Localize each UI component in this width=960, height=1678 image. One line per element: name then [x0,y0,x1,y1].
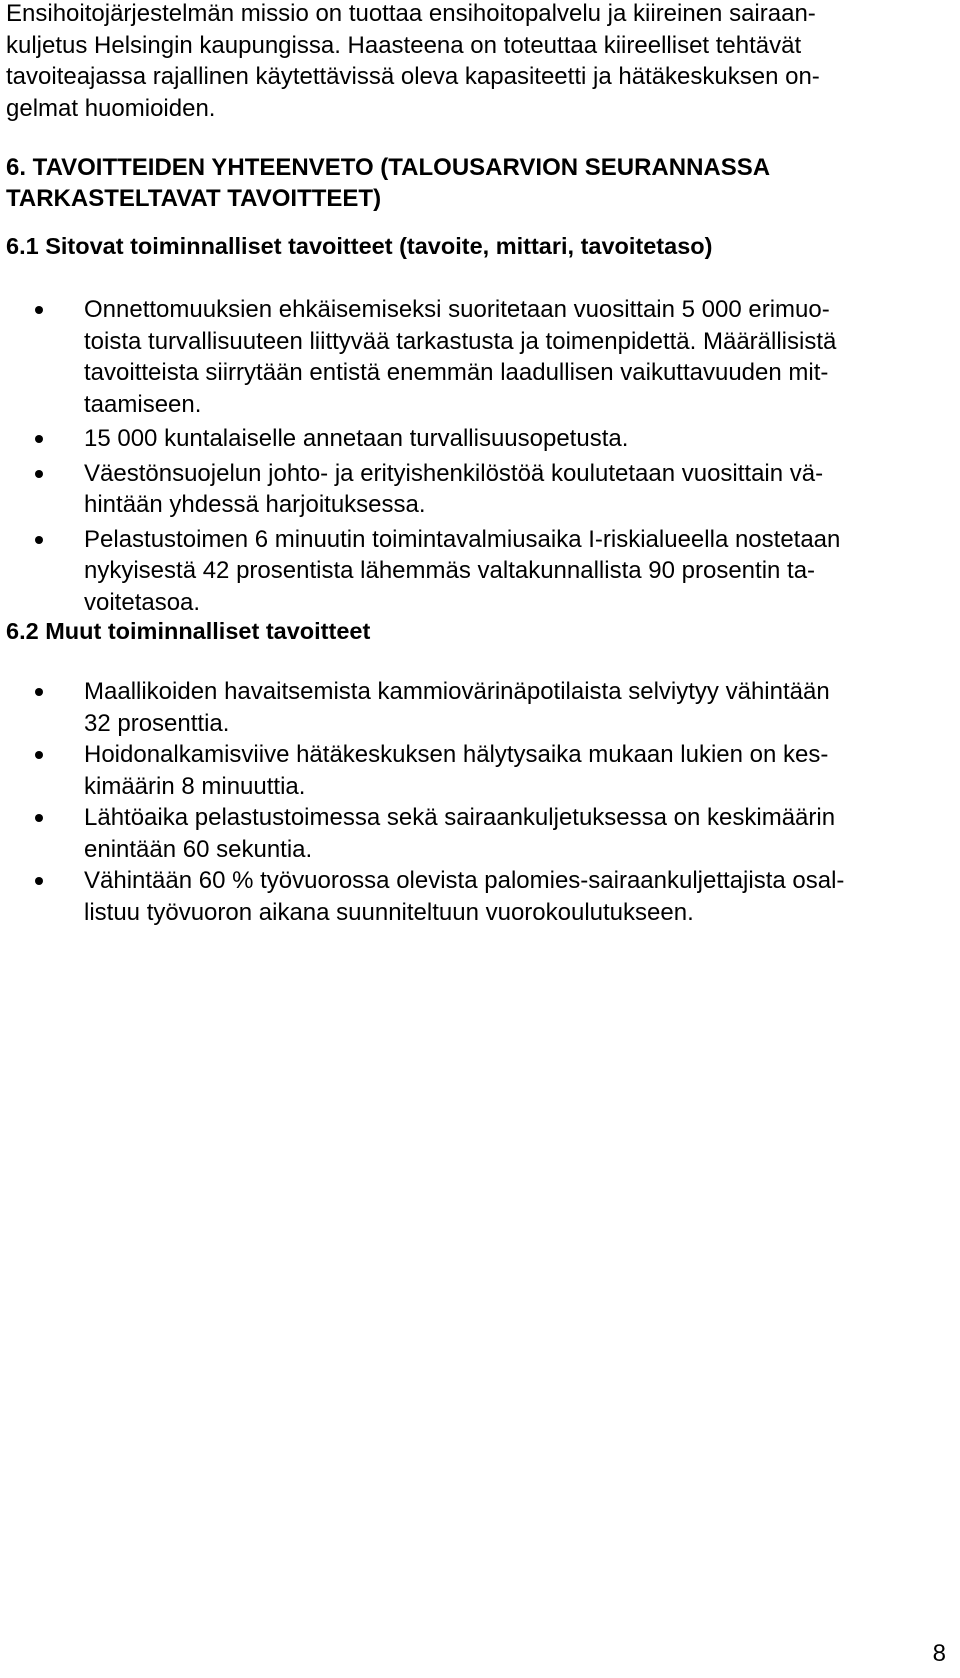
bullet-icon [35,435,43,443]
list-item-line: 15 000 kuntalaiselle annetaan turvallisuusopetusta. [84,425,629,452]
section-6-1-heading: 6.1 Sitovat toiminnalliset tavoitteet (tavoite, mittari, tavoitetaso) [6,233,713,259]
bullet-icon [35,877,43,885]
intro-line: tavoiteajassa rajallinen käytettävissä oleva kapasiteetti ja hätäkeskuksen on- [6,63,820,90]
list-item [6,865,946,928]
intro-line: Ensihoitojärjestelmän missio on tuottaa ensihoitopalvelu ja kiireinen sairaan- [6,0,816,27]
list-item-line: taamiseen. [84,390,202,418]
bullet-icon [35,751,43,759]
list-item-line: enintään 60 sekuntia. [84,835,313,863]
list-item [6,739,946,802]
list-item-line: Hoidonalkamisviive hätäkeskuksen hälytysaika mukaan lukien on kes- [84,741,829,768]
list-item [6,423,946,455]
binding-goals-list [6,294,946,618]
list-item [6,524,946,619]
list-item [6,294,946,420]
list-item-line: voitetasoa. [84,588,201,616]
list-item-line: listuu työvuoron aikana suunniteltuun vuorokoulutukseen. [84,898,694,926]
list-item-line: hintään yhdessä harjoituksessa. [84,491,426,518]
list-item-line: 32 prosenttia. [84,709,230,737]
bullet-icon [35,470,43,478]
list-item-line: Vähintään 60 % työvuorossa olevista palomies-sairaankuljettajista osal- [84,867,845,894]
list-item-line: nykyisestä 42 prosentista lähemmäs valtakunnallista 90 prosentin ta- [84,557,816,584]
list-item-line: Väestönsuojelun johto- ja erityishenkilöstöä koulutetaan vuosittain vä- [84,459,824,487]
list-item-line: Onnettomuuksien ehkäisemiseksi suoritetaan vuosittain 5 000 erimuo- [84,296,830,323]
section-6-heading-line: TARKASTELTAVAT TAVOITTEET) [6,185,382,212]
list-item [6,458,946,521]
list-item-line: toista turvallisuuteen liittyvää tarkastusta ja toimenpidettä. Määrällisistä [84,327,837,355]
section-6-heading [6,152,946,214]
other-goals-list [6,676,946,928]
list-item-line: Lähtöaika pelastustoimessa sekä sairaankuljetuksessa on keskimäärin [84,804,836,831]
section-6-2-heading: 6.2 Muut toiminnalliset tavoitteet [6,618,371,644]
list-item [6,676,946,739]
bullet-icon [35,688,43,696]
intro-line: kuljetus Helsingin kaupungissa. Haasteena on toteuttaa kiireelliset tehtävät [6,31,802,59]
list-item-line: Pelastustoimen 6 minuutin toimintavalmiusaika I-riskialueella nostetaan [84,525,841,553]
bullet-icon [35,814,43,822]
bullet-icon [35,306,43,314]
section-6-heading-line: 6. TAVOITTEIDEN YHTEENVETO (TALOUSARVION SEURANNASSA [6,154,771,181]
list-item-line: Maallikoiden havaitsemista kammiovärinäpotilaista selviytyy vähintään [84,678,830,705]
list-item-line: tavoitteista siirrytään entistä enemmän laadullisen vaikuttavuuden mit- [84,359,829,386]
bullet-icon [35,536,43,544]
list-item-line: kimäärin 8 minuuttia. [84,772,306,800]
intro-paragraph [6,0,946,124]
list-item [6,802,946,865]
intro-line: gelmat huomioiden. [6,94,216,122]
page-number: 8 [932,1640,946,1667]
